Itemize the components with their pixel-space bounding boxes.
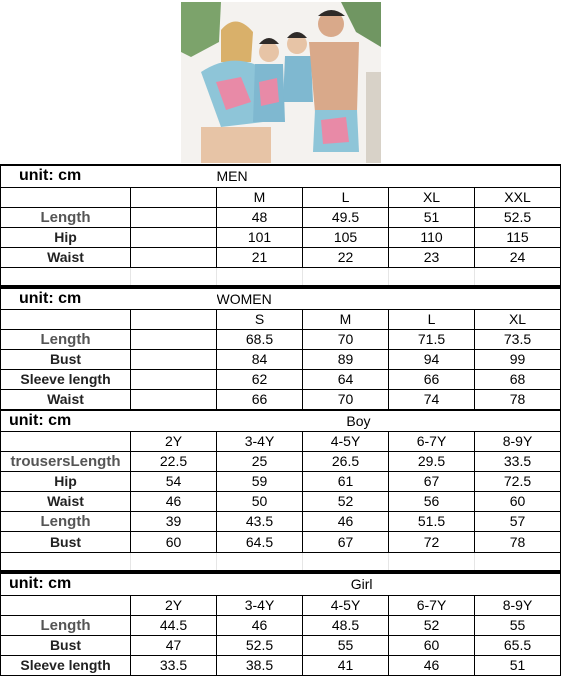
table-row [1, 655, 561, 675]
table-row [1, 349, 561, 369]
cell: 52.5 [475, 207, 561, 227]
cell: 60 [131, 531, 217, 552]
men-size-table [0, 164, 561, 287]
cell: 48 [217, 207, 303, 227]
cell: 33.5 [131, 655, 217, 675]
cell: 89 [303, 349, 389, 369]
row-label: Length [1, 207, 131, 227]
cell: 21 [217, 247, 303, 267]
row-label: Length [1, 511, 131, 531]
cell: 26.5 [303, 451, 389, 471]
boy-size-header: 4-5Y [303, 431, 389, 451]
cell: 43.5 [217, 511, 303, 531]
table-row [1, 329, 561, 349]
cell: 46 [389, 655, 475, 675]
girl-size-header: 2Y [131, 595, 217, 615]
row-label: Sleeve length [1, 369, 131, 389]
cell: 59 [217, 471, 303, 491]
row-label: Waist [1, 389, 131, 409]
row-label: Length [1, 329, 131, 349]
cell: 61 [303, 471, 389, 491]
table-row [1, 451, 561, 471]
cell: 68 [475, 369, 561, 389]
cell: 22 [303, 247, 389, 267]
cell: 60 [389, 635, 475, 655]
girl-title: Girl [217, 573, 389, 595]
cell: 38.5 [217, 655, 303, 675]
row-label: Bust [1, 349, 131, 369]
row-label: Sleeve length [1, 655, 131, 675]
table-row [1, 531, 561, 552]
cell: 99 [475, 349, 561, 369]
table-row [1, 511, 561, 531]
cell: 39 [131, 511, 217, 531]
cell: 52 [303, 491, 389, 511]
cell: 68.5 [217, 329, 303, 349]
cell: 24 [475, 247, 561, 267]
cell: 54 [131, 471, 217, 491]
table-row [1, 227, 561, 247]
girl-size-table [0, 572, 561, 676]
cell: 44.5 [131, 615, 217, 635]
unit-label: unit: cm [1, 288, 217, 309]
girl-size-header: 3-4Y [217, 595, 303, 615]
table-row [1, 635, 561, 655]
row-label: trousersLength [1, 451, 131, 471]
row-label: Bust [1, 635, 131, 655]
unit-label: unit: cm [1, 410, 217, 431]
table-row [1, 207, 561, 227]
men-size-header: L [303, 187, 389, 207]
boy-size-header: 8-9Y [475, 431, 561, 451]
cell: 50 [217, 491, 303, 511]
cell: 33.5 [475, 451, 561, 471]
women-title: WOMEN [217, 288, 389, 309]
unit-label: unit: cm [1, 573, 217, 595]
cell: 94 [389, 349, 475, 369]
row-label: Hip [1, 471, 131, 491]
cell: 101 [217, 227, 303, 247]
cell: 55 [303, 635, 389, 655]
row-label: Length [1, 615, 131, 635]
cell: 66 [217, 389, 303, 409]
cell: 52 [389, 615, 475, 635]
men-size-header: XXL [475, 187, 561, 207]
row-label: Waist [1, 491, 131, 511]
cell: 47 [131, 635, 217, 655]
row-label: Bust [1, 531, 131, 552]
cell: 72.5 [475, 471, 561, 491]
cell: 23 [389, 247, 475, 267]
cell: 25 [217, 451, 303, 471]
women-size-table [0, 287, 561, 410]
girl-size-header: 6-7Y [389, 595, 475, 615]
table-row [1, 491, 561, 511]
unit-label: unit: cm [1, 165, 217, 187]
women-size-header: M [303, 309, 389, 329]
men-size-header: M [217, 187, 303, 207]
cell: 84 [217, 349, 303, 369]
table-row [1, 369, 561, 389]
cell: 60 [475, 491, 561, 511]
cell: 55 [475, 615, 561, 635]
boy-size-table [0, 409, 561, 572]
cell: 48.5 [303, 615, 389, 635]
girl-size-header: 4-5Y [303, 595, 389, 615]
cell: 64 [303, 369, 389, 389]
table-row [1, 471, 561, 491]
cell: 29.5 [389, 451, 475, 471]
cell: 56 [389, 491, 475, 511]
cell: 49.5 [303, 207, 389, 227]
table-row [1, 615, 561, 635]
cell: 110 [389, 227, 475, 247]
table-row [1, 389, 561, 409]
boy-size-header: 6-7Y [389, 431, 475, 451]
cell: 73.5 [475, 329, 561, 349]
cell: 72 [389, 531, 475, 552]
photo-illustration [181, 2, 381, 163]
cell: 78 [475, 531, 561, 552]
women-size-header: L [389, 309, 475, 329]
cell: 51 [389, 207, 475, 227]
women-size-header: XL [475, 309, 561, 329]
cell: 22.5 [131, 451, 217, 471]
cell: 64.5 [217, 531, 303, 552]
cell: 51.5 [389, 511, 475, 531]
cell: 70 [303, 389, 389, 409]
cell: 105 [303, 227, 389, 247]
cell: 67 [389, 471, 475, 491]
cell: 46 [131, 491, 217, 511]
men-size-header: XL [389, 187, 475, 207]
family-swimwear-photo [181, 2, 381, 163]
cell: 51 [475, 655, 561, 675]
cell: 115 [475, 227, 561, 247]
cell: 41 [303, 655, 389, 675]
cell: 65.5 [475, 635, 561, 655]
cell: 67 [303, 531, 389, 552]
girl-size-header: 8-9Y [475, 595, 561, 615]
men-title: MEN [217, 165, 389, 187]
cell: 46 [303, 511, 389, 531]
boy-title: Boy [217, 410, 389, 431]
boy-size-header: 3-4Y [217, 431, 303, 451]
cell: 52.5 [217, 635, 303, 655]
cell: 62 [217, 369, 303, 389]
cell: 70 [303, 329, 389, 349]
cell: 78 [475, 389, 561, 409]
women-size-header: S [217, 309, 303, 329]
boy-size-header: 2Y [131, 431, 217, 451]
cell: 74 [389, 389, 475, 409]
row-label: Waist [1, 247, 131, 267]
cell: 71.5 [389, 329, 475, 349]
cell: 46 [217, 615, 303, 635]
table-row [1, 247, 561, 267]
row-label: Hip [1, 227, 131, 247]
cell: 66 [389, 369, 475, 389]
cell: 57 [475, 511, 561, 531]
